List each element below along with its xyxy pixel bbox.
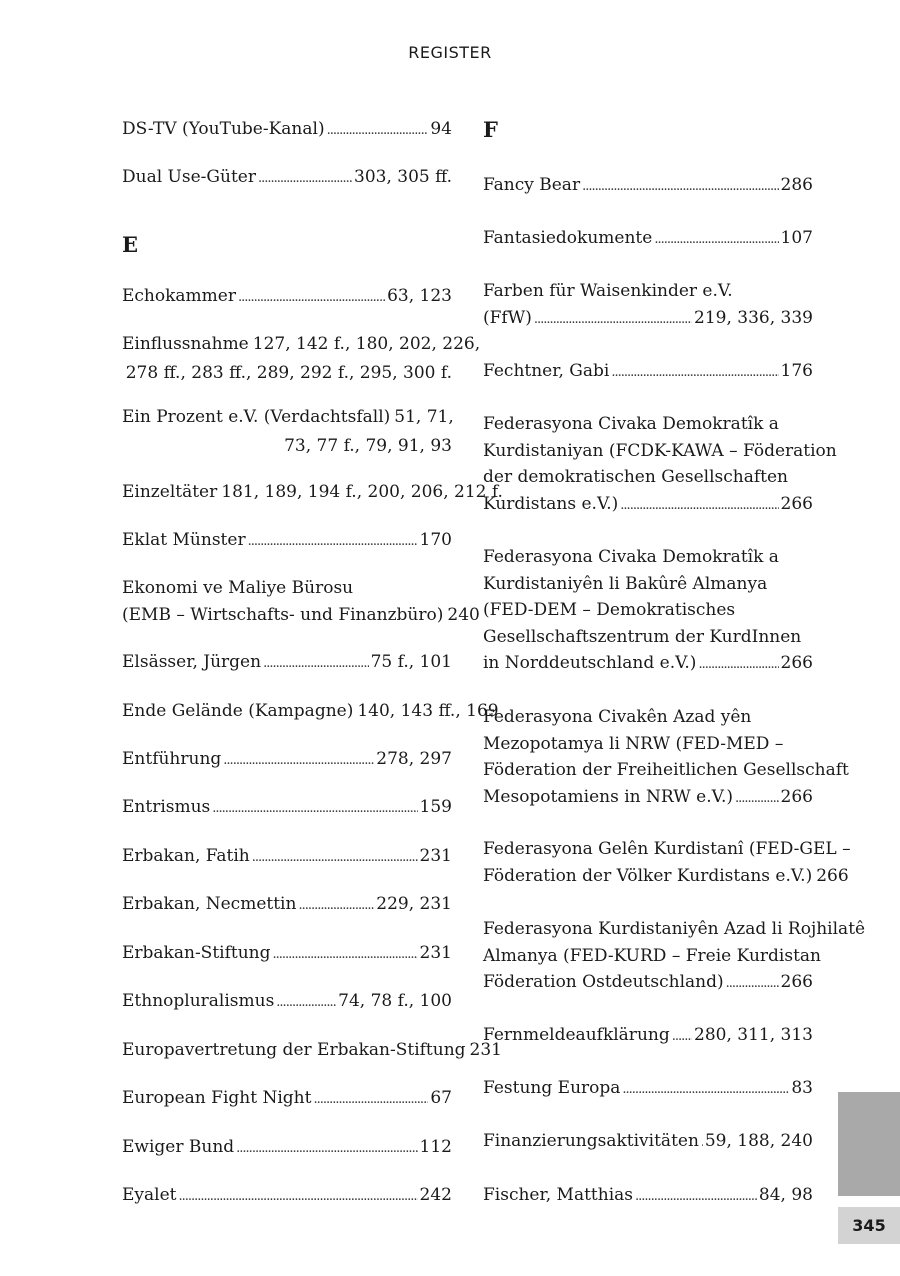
- index-entry: [122, 164, 452, 193]
- index-term-line: Farben für Waisenkinder e.V.: [483, 281, 733, 301]
- page-refs: 51, 71,: [394, 407, 454, 427]
- index-entry: [122, 698, 499, 727]
- section-letter-f: F: [483, 117, 498, 142]
- page-refs: 63, 123: [387, 286, 452, 306]
- leader-dots: [258, 166, 352, 193]
- index-entry: [122, 988, 452, 1017]
- leader-dots: [273, 942, 418, 969]
- leader-dots: [635, 1184, 757, 1211]
- leader-dots: [276, 990, 336, 1017]
- index-term: Festung Europa: [483, 1078, 621, 1098]
- index-term: Finanzierungsaktivitäten: [483, 1131, 699, 1151]
- page-refs: 266: [780, 653, 813, 673]
- leader-dots: [582, 174, 778, 201]
- index-term: Einzeltäter: [122, 482, 218, 502]
- page-refs: 140, 143 ff., 169: [357, 701, 499, 721]
- index-term: Föderation Ostdeutschland): [483, 972, 724, 992]
- index-entry: [122, 1037, 502, 1066]
- page-refs: 266: [780, 972, 813, 992]
- page-refs: 231: [419, 846, 452, 866]
- index-entry: [122, 940, 452, 969]
- page-refs: 107: [780, 228, 813, 248]
- leader-dots: [534, 307, 692, 334]
- section-letter-e: E: [122, 232, 139, 257]
- index-term: Elsässer, Jürgen: [122, 652, 262, 672]
- leader-dots: [298, 893, 374, 920]
- index-entry: [122, 746, 452, 775]
- page-refs: 229, 231: [376, 894, 452, 914]
- index-term-line: Federasyona Kurdistaniyên Azad li Rojhilatê: [483, 919, 866, 939]
- index-term-line: Gesellschaftszentrum der KurdInnen: [483, 626, 802, 647]
- leader-dots: [672, 1024, 692, 1051]
- page-refs: 181, 189, 194 f., 200, 206, 212 f.: [221, 482, 503, 502]
- index-entry: [122, 794, 452, 823]
- page-refs: 286: [780, 175, 813, 195]
- page-refs: 159: [419, 797, 452, 817]
- index-term: Ewiger Bund: [122, 1137, 235, 1157]
- index-term-line: Federasyona Civakên Azad yên: [483, 707, 752, 727]
- page-refs: 303, 305 ff.: [354, 167, 452, 187]
- index-entry: [122, 1134, 452, 1163]
- page-refs-continued: 73, 77 f., 79, 91, 93: [284, 435, 452, 456]
- index-entry: [483, 225, 813, 254]
- index-term: Echokammer: [122, 286, 236, 306]
- index-term: Eyalet: [122, 1185, 177, 1205]
- index-term: Fernmeldeaufklärung: [483, 1025, 670, 1045]
- leader-dots: [252, 845, 418, 872]
- page-refs: 266: [780, 786, 813, 807]
- index-term: Ende Gelände (Kampagne): [122, 701, 354, 721]
- page-refs: 94: [430, 119, 452, 139]
- index-entry: [122, 527, 452, 556]
- leader-dots: [726, 971, 779, 998]
- index-term-line: Federasyona Gelên Kurdistanî (FED-GEL –: [483, 839, 851, 859]
- leader-dots: [238, 285, 385, 312]
- index-term: Mesopotamiens in NRW e.V.): [483, 786, 733, 807]
- index-term: Entführung: [122, 749, 222, 769]
- index-entry: [122, 331, 481, 386]
- page-refs: 67: [430, 1088, 452, 1108]
- index-term: Fechtner, Gabi: [483, 361, 610, 381]
- index-term: Einflussnahme: [122, 334, 249, 354]
- page-refs: 83: [791, 1078, 813, 1098]
- page-refs: 280, 311, 313: [694, 1025, 813, 1045]
- index-term: Erbakan, Fatih: [122, 846, 250, 866]
- index-entry: [483, 411, 837, 519]
- index-entry: [483, 1182, 813, 1211]
- index-entry: [122, 404, 452, 459]
- leader-dots: [701, 1130, 703, 1157]
- leader-dots: [698, 652, 778, 679]
- leader-dots: [178, 1184, 417, 1211]
- index-term: Ein Prozent e.V. (Verdachtsfall): [122, 407, 391, 427]
- index-term: Ethnopluralismus: [122, 991, 275, 1011]
- index-entry: [122, 479, 503, 508]
- index-term: Dual Use-Güter: [122, 167, 256, 187]
- page-refs: 112: [419, 1137, 452, 1157]
- index-term: Kurdistans e.V.): [483, 493, 619, 514]
- index-term: Erbakan-Stiftung: [122, 943, 271, 963]
- index-term: Europavertretung der Erbakan-Stiftung: [122, 1040, 466, 1060]
- running-head-title: REGISTER: [408, 43, 492, 62]
- page-refs: 231: [419, 943, 452, 963]
- index-term-line: Mezopotamya li NRW (FED-MED –: [483, 733, 784, 754]
- index-entry: [483, 278, 813, 333]
- index-term: Erbakan, Necmettin: [122, 894, 297, 914]
- index-term-line: Ekonomi ve Maliye Bürosu: [122, 578, 354, 598]
- leader-dots: [263, 651, 369, 678]
- index-entry: [122, 1182, 452, 1211]
- leader-dots: [654, 227, 778, 254]
- leader-dots: [611, 360, 778, 387]
- index-term: Föderation der Völker Kurdistans e.V.): [483, 865, 813, 886]
- index-entry: [122, 575, 480, 630]
- page-refs: 74, 78 f., 100: [338, 991, 452, 1011]
- page-refs: 170: [419, 530, 452, 550]
- page-refs: 176: [780, 361, 813, 381]
- index-entry: [122, 1085, 452, 1114]
- page-number: 345: [838, 1207, 900, 1244]
- index-entry: [483, 172, 813, 201]
- index-entry: [483, 358, 813, 387]
- thumb-index-tab: [838, 1092, 900, 1196]
- index-term: European Fight Night: [122, 1088, 312, 1108]
- leader-dots: [327, 118, 429, 145]
- index-entry: [483, 1075, 813, 1104]
- page-refs: 59, 188, 240: [704, 1131, 813, 1151]
- page-refs: 75 f., 101: [370, 652, 452, 672]
- index-entry: [122, 891, 452, 920]
- index-term: Fancy Bear: [483, 175, 581, 195]
- index-term-line: Föderation der Freiheitlichen Gesellschaft: [483, 760, 849, 780]
- index-term: Fantasiedokumente: [483, 228, 653, 248]
- index-entry: [483, 1022, 813, 1051]
- page-refs: 266: [780, 493, 813, 514]
- page-refs: 278, 297: [376, 749, 452, 769]
- leader-dots: [620, 493, 778, 520]
- index-term-line: Almanya (FED-KURD – Freie Kurdistan: [483, 945, 821, 966]
- index-term-line: Federasyona Civaka Demokratîk a: [483, 414, 779, 434]
- page-refs-continued: 278 ff., 283 ff., 289, 292 f., 295, 300 f.: [125, 362, 452, 383]
- leader-dots: [622, 1077, 789, 1104]
- index-entry: [483, 544, 813, 679]
- page-refs: 240: [447, 604, 480, 625]
- index-term-line: Federasyona Civaka Demokratîk a: [483, 547, 779, 567]
- index-term-line: Kurdistaniyan (FCDK-KAWA – Föderation: [483, 440, 837, 461]
- leader-dots: [735, 786, 779, 813]
- index-term: (FfW): [483, 307, 532, 328]
- index-term-line: der demokratischen Gesellschaften: [483, 467, 788, 487]
- leader-dots: [313, 1087, 428, 1114]
- leader-dots: [236, 1136, 417, 1163]
- index-term: Eklat Münster: [122, 530, 246, 550]
- index-term: (EMB – Wirtschafts- und Finanzbüro): [122, 604, 444, 625]
- page-refs: 127, 142 f., 180, 202, 226,: [252, 334, 481, 354]
- index-entry: [122, 843, 452, 872]
- index-entry: [483, 916, 866, 998]
- leader-dots: [248, 529, 418, 556]
- page-refs: 266: [816, 865, 849, 886]
- page-refs: 231: [469, 1040, 502, 1060]
- index-term: Fischer, Matthias: [483, 1185, 634, 1205]
- index-entry: [122, 283, 452, 312]
- page-refs: 84, 98: [758, 1185, 813, 1205]
- index-term: Entrismus: [122, 797, 211, 817]
- index-term: in Norddeutschland e.V.): [483, 653, 697, 673]
- leader-dots: [212, 796, 417, 823]
- leader-dots: [223, 748, 374, 775]
- index-entry: [483, 836, 851, 891]
- index-term-line: (FED-DEM – Demokratisches: [483, 600, 736, 620]
- index-entry: [483, 1128, 813, 1157]
- page-refs: 219, 336, 339: [694, 307, 813, 328]
- page-refs: 242: [419, 1185, 452, 1205]
- index-entry: [122, 649, 452, 678]
- index-entry: [483, 704, 849, 812]
- index-term: DS-TV (YouTube-Kanal): [122, 119, 325, 139]
- index-entry: [122, 116, 452, 145]
- index-term-line: Kurdistaniyên li Bakûrê Almanya: [483, 573, 768, 594]
